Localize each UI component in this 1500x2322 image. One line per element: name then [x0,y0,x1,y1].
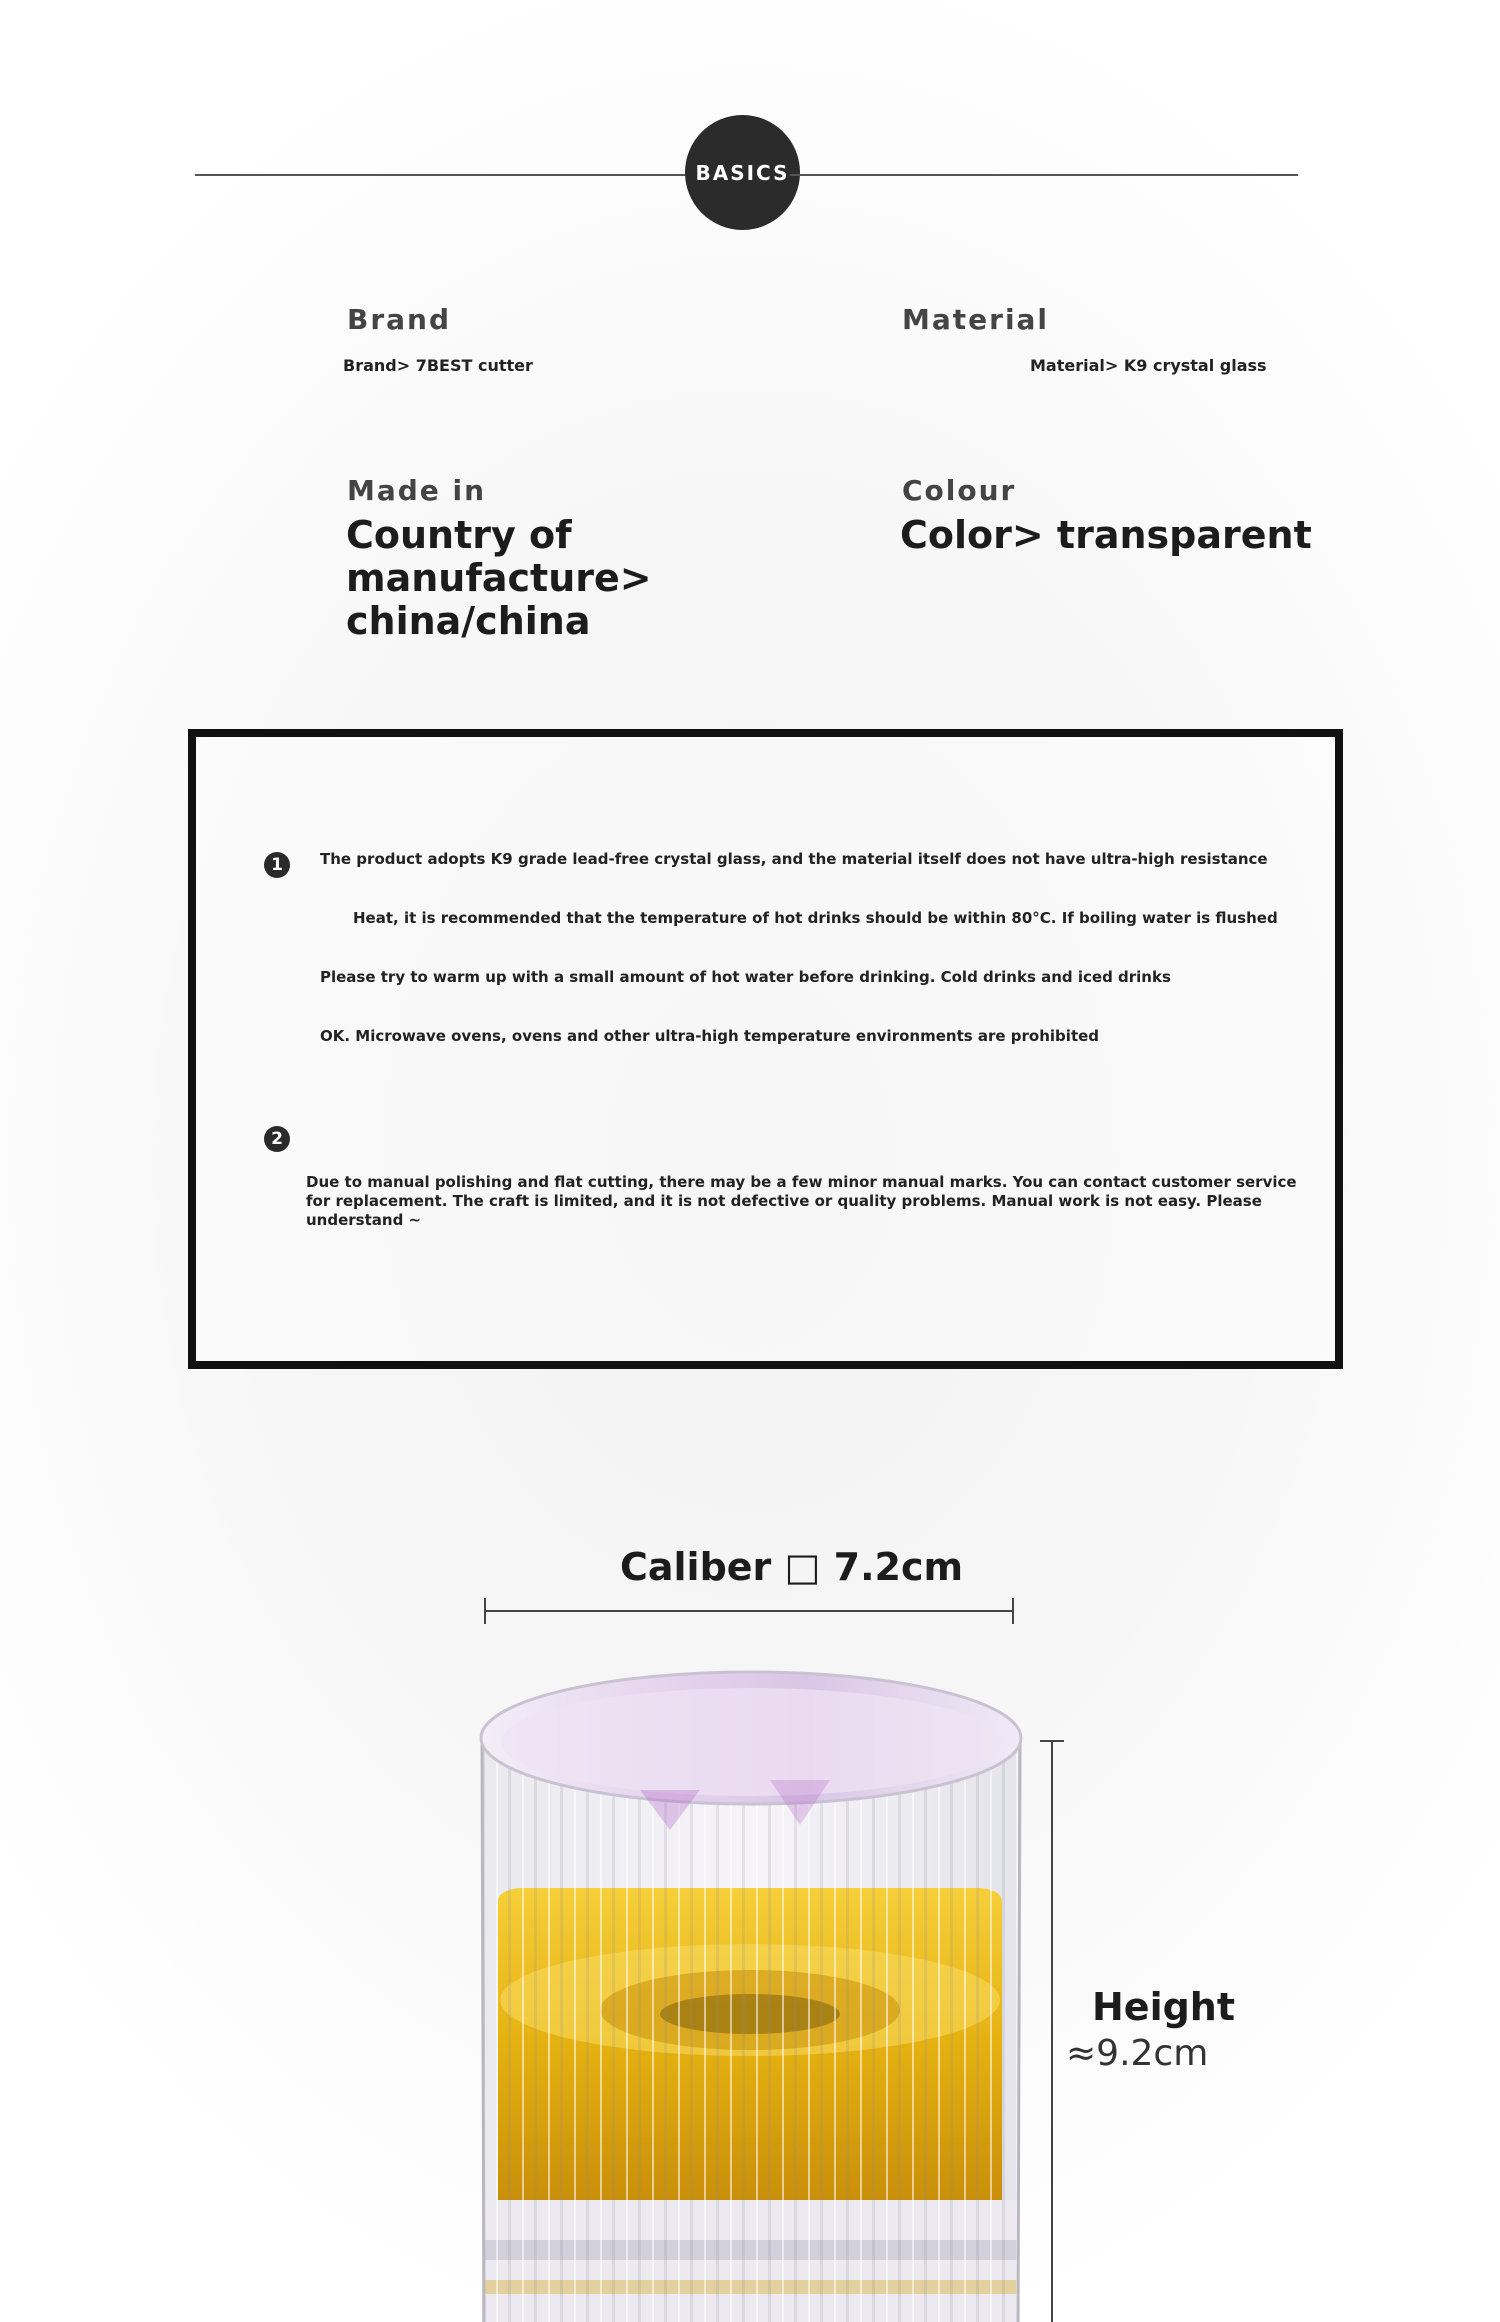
height-dimension-line [1051,1740,1053,2322]
header-rule-left [195,174,695,176]
made-in-value [346,514,652,643]
care-notice-box [188,729,1343,1369]
notice-2-text: Due to manual polishing and flat cutting, there may be a few minor manual marks. You can contact customer service for replacement. The craft is limited, and it is not defective or quality problems. Manual work is not easy. Please understand ~ [306,1173,1297,1229]
caliber-tick-left [484,1598,486,1624]
height-value: ≈9.2cm [1066,2033,1209,2074]
caliber-tick-right [1012,1598,1014,1624]
notice-1-line-1: The product adopts K9 grade lead-free crystal glass, and the material itself does not have ultra-high resistance [320,850,1268,868]
notice-1-line-3: Please try to warm up with a small amount of hot water before drinking. Cold drinks and iced drinks [320,968,1171,986]
caliber-dimension-line [484,1610,1014,1612]
made-in-value-line2: manufacture> [346,556,652,600]
notice-1-line-4: OK. Microwave ovens, ovens and other ultra-high temperature environments are prohibited [320,1027,1100,1045]
brand-label: Brand [347,303,452,336]
made-in-value-line3: china/china [346,599,591,643]
caliber-label: Caliber □ 7.2cm [620,1545,964,1589]
made-in-label: Made in [347,474,487,507]
notice-number-1: 1 [264,852,290,878]
basics-badge [685,115,800,230]
notice-1-line-2: Heat, it is recommended that the temperature of hot drinks should be within 80°C. If boiling water is flushed [353,909,1278,927]
crystal-glass-image [470,1640,1030,2322]
material-value: Material> K9 crystal glass [1030,356,1267,375]
colour-value: Color> transparent [900,513,1312,557]
notice-number-2: 2 [264,1126,290,1152]
made-in-value-line1: Country of [346,513,572,557]
basics-badge-label: BASICS [695,160,790,185]
colour-label: Colour [902,474,1017,507]
height-label: Height [1092,1985,1236,2029]
header-rule-right [790,174,1298,176]
material-label: Material [902,303,1050,336]
brand-value: Brand> 7BEST cutter [343,356,533,375]
